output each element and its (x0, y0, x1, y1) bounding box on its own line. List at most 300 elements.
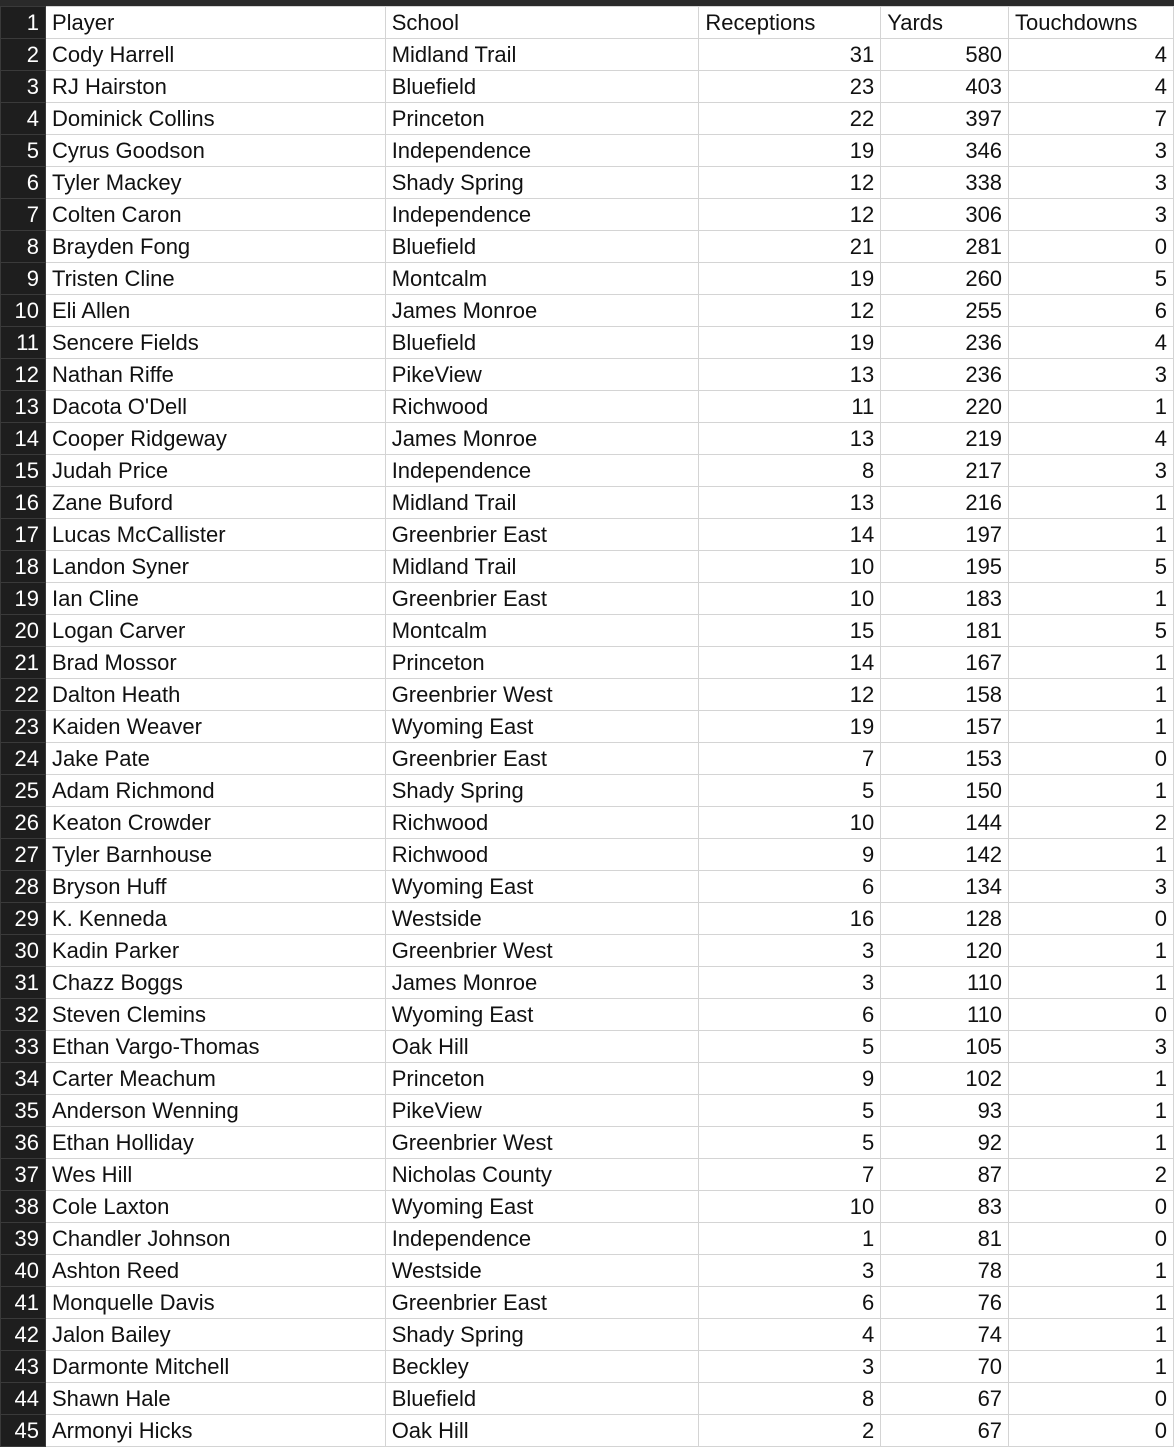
cell[interactable]: 7 (699, 743, 881, 775)
cell[interactable]: 1 (1009, 583, 1174, 615)
row-number[interactable]: 29 (1, 903, 46, 935)
cell[interactable]: 70 (881, 1351, 1009, 1383)
cell[interactable]: 8 (699, 1383, 881, 1415)
row-number[interactable]: 14 (1, 423, 46, 455)
cell[interactable]: Brayden Fong (45, 231, 385, 263)
cell[interactable]: 217 (881, 455, 1009, 487)
cell[interactable]: 4 (1009, 71, 1174, 103)
cell[interactable]: PikeView (385, 1095, 699, 1127)
cell[interactable]: 3 (699, 935, 881, 967)
cell[interactable]: 1 (1009, 1351, 1174, 1383)
row-number[interactable]: 25 (1, 775, 46, 807)
row-number[interactable]: 27 (1, 839, 46, 871)
cell[interactable]: Zane Buford (45, 487, 385, 519)
table-row (1, 999, 1174, 1031)
cell[interactable]: Ian Cline (45, 583, 385, 615)
cell[interactable]: Wes Hill (45, 1159, 385, 1191)
cell[interactable]: Dominick Collins (45, 103, 385, 135)
cell[interactable]: 67 (881, 1415, 1009, 1447)
cell[interactable]: 10 (699, 807, 881, 839)
cell[interactable]: Colten Caron (45, 199, 385, 231)
cell[interactable]: 12 (699, 295, 881, 327)
cell[interactable]: Greenbrier West (385, 1127, 699, 1159)
cell[interactable]: 3 (1009, 135, 1174, 167)
cell[interactable]: Nicholas County (385, 1159, 699, 1191)
cell[interactable]: 1 (1009, 839, 1174, 871)
header-cell[interactable]: Touchdowns (1009, 7, 1174, 39)
table-row (1, 1095, 1174, 1127)
row-number[interactable]: 40 (1, 1255, 46, 1287)
cell[interactable]: 3 (1009, 359, 1174, 391)
table-row (1, 519, 1174, 551)
cell[interactable]: Princeton (385, 647, 699, 679)
cell[interactable]: 74 (881, 1319, 1009, 1351)
cell[interactable]: 1 (1009, 647, 1174, 679)
row-number[interactable]: 3 (1, 71, 46, 103)
cell[interactable]: 236 (881, 359, 1009, 391)
cell[interactable]: Wyoming East (385, 871, 699, 903)
cell[interactable]: 13 (699, 359, 881, 391)
cell[interactable]: 110 (881, 967, 1009, 999)
cell[interactable]: 1 (1009, 1255, 1174, 1287)
cell[interactable]: PikeView (385, 359, 699, 391)
cell[interactable]: 128 (881, 903, 1009, 935)
cell[interactable]: Chandler Johnson (45, 1223, 385, 1255)
row-number[interactable]: 30 (1, 935, 46, 967)
table-row (1, 743, 1174, 775)
cell[interactable]: 216 (881, 487, 1009, 519)
cell[interactable]: 10 (699, 583, 881, 615)
cell[interactable]: 9 (699, 839, 881, 871)
cell[interactable]: Tyler Mackey (45, 167, 385, 199)
cell[interactable]: Greenbrier West (385, 935, 699, 967)
row-number[interactable]: 45 (1, 1415, 46, 1447)
cell[interactable]: 3 (699, 967, 881, 999)
cell[interactable]: 197 (881, 519, 1009, 551)
cell[interactable]: Shady Spring (385, 1319, 699, 1351)
header-row (1, 7, 1174, 39)
cell[interactable]: James Monroe (385, 295, 699, 327)
row-number[interactable]: 34 (1, 1063, 46, 1095)
row-number[interactable]: 35 (1, 1095, 46, 1127)
cell[interactable]: Wyoming East (385, 711, 699, 743)
cell[interactable]: 3 (1009, 167, 1174, 199)
cell[interactable]: 19 (699, 263, 881, 295)
row-number[interactable]: 12 (1, 359, 46, 391)
cell[interactable]: 3 (1009, 1031, 1174, 1063)
cell[interactable]: 0 (1009, 1383, 1174, 1415)
cell[interactable]: 157 (881, 711, 1009, 743)
table-row (1, 1319, 1174, 1351)
cell[interactable]: James Monroe (385, 423, 699, 455)
cell[interactable]: Greenbrier East (385, 519, 699, 551)
cell[interactable]: 6 (699, 999, 881, 1031)
cell[interactable]: Jake Pate (45, 743, 385, 775)
cell[interactable]: Cole Laxton (45, 1191, 385, 1223)
table-row (1, 1351, 1174, 1383)
cell[interactable]: 78 (881, 1255, 1009, 1287)
table-row (1, 679, 1174, 711)
cell[interactable]: 158 (881, 679, 1009, 711)
cell[interactable]: 1 (1009, 775, 1174, 807)
cell[interactable]: Greenbrier East (385, 583, 699, 615)
cell[interactable]: 0 (1009, 1223, 1174, 1255)
cell[interactable]: 10 (699, 551, 881, 583)
table-row (1, 1383, 1174, 1415)
cell[interactable]: RJ Hairston (45, 71, 385, 103)
cell[interactable]: 16 (699, 903, 881, 935)
row-number[interactable]: 43 (1, 1351, 46, 1383)
cell[interactable]: Tyler Barnhouse (45, 839, 385, 871)
cell[interactable]: Cyrus Goodson (45, 135, 385, 167)
cell[interactable]: 19 (699, 135, 881, 167)
cell[interactable]: Independence (385, 135, 699, 167)
cell[interactable]: 87 (881, 1159, 1009, 1191)
cell[interactable]: Landon Syner (45, 551, 385, 583)
cell[interactable]: 236 (881, 327, 1009, 359)
cell[interactable]: 1 (699, 1223, 881, 1255)
table-row (1, 583, 1174, 615)
cell[interactable]: Cooper Ridgeway (45, 423, 385, 455)
cell[interactable]: 1 (1009, 1063, 1174, 1095)
cell[interactable]: 4 (1009, 39, 1174, 71)
cell[interactable]: Ashton Reed (45, 1255, 385, 1287)
cell[interactable]: Adam Richmond (45, 775, 385, 807)
cell[interactable]: 31 (699, 39, 881, 71)
row-number[interactable]: 13 (1, 391, 46, 423)
table-row (1, 967, 1174, 999)
cell[interactable]: Wyoming East (385, 999, 699, 1031)
cell[interactable]: 5 (699, 775, 881, 807)
cell[interactable]: 93 (881, 1095, 1009, 1127)
cell[interactable]: Eli Allen (45, 295, 385, 327)
cell[interactable]: 0 (1009, 1415, 1174, 1447)
cell[interactable]: Judah Price (45, 455, 385, 487)
cell[interactable]: 23 (699, 71, 881, 103)
cell[interactable]: 1 (1009, 1127, 1174, 1159)
cell[interactable]: 181 (881, 615, 1009, 647)
cell[interactable]: 153 (881, 743, 1009, 775)
cell[interactable]: Midland Trail (385, 551, 699, 583)
row-number[interactable]: 7 (1, 199, 46, 231)
cell[interactable]: 2 (1009, 807, 1174, 839)
cell[interactable]: 281 (881, 231, 1009, 263)
cell[interactable]: James Monroe (385, 967, 699, 999)
cell[interactable]: 0 (1009, 1191, 1174, 1223)
cell[interactable]: 4 (1009, 423, 1174, 455)
row-number[interactable]: 20 (1, 615, 46, 647)
cell[interactable]: Monquelle Davis (45, 1287, 385, 1319)
row-number[interactable]: 6 (1, 167, 46, 199)
cell[interactable]: 14 (699, 519, 881, 551)
header-cell[interactable]: Receptions (699, 7, 881, 39)
table-row (1, 391, 1174, 423)
cell[interactable]: Independence (385, 199, 699, 231)
row-number[interactable]: 1 (1, 7, 46, 39)
header-cell[interactable]: School (385, 7, 699, 39)
cell[interactable]: 3 (1009, 871, 1174, 903)
cell[interactable]: 12 (699, 167, 881, 199)
cell[interactable]: 12 (699, 199, 881, 231)
cell[interactable]: 195 (881, 551, 1009, 583)
cell[interactable]: 5 (1009, 615, 1174, 647)
cell[interactable]: 1 (1009, 967, 1174, 999)
table-row (1, 1159, 1174, 1191)
cell[interactable]: 167 (881, 647, 1009, 679)
cell[interactable]: 3 (699, 1255, 881, 1287)
cell[interactable]: 15 (699, 615, 881, 647)
cell[interactable]: 110 (881, 999, 1009, 1031)
cell[interactable]: Princeton (385, 103, 699, 135)
row-number[interactable]: 16 (1, 487, 46, 519)
cell[interactable]: Oak Hill (385, 1031, 699, 1063)
cell[interactable]: 2 (699, 1415, 881, 1447)
cell[interactable]: Steven Clemins (45, 999, 385, 1031)
cell[interactable]: 6 (699, 1287, 881, 1319)
row-number[interactable]: 15 (1, 455, 46, 487)
cell[interactable]: Dacota O'Dell (45, 391, 385, 423)
cell[interactable]: Midland Trail (385, 39, 699, 71)
cell[interactable]: 1 (1009, 1095, 1174, 1127)
cell[interactable]: 76 (881, 1287, 1009, 1319)
cell[interactable]: 1 (1009, 1319, 1174, 1351)
cell[interactable]: 7 (1009, 103, 1174, 135)
cell[interactable]: 12 (699, 679, 881, 711)
cell[interactable]: 5 (1009, 263, 1174, 295)
cell[interactable]: Westside (385, 1255, 699, 1287)
cell[interactable]: 142 (881, 839, 1009, 871)
cell[interactable]: Montcalm (385, 615, 699, 647)
cell[interactable]: 102 (881, 1063, 1009, 1095)
row-number[interactable]: 11 (1, 327, 46, 359)
cell[interactable]: 21 (699, 231, 881, 263)
cell[interactable]: 306 (881, 199, 1009, 231)
cell[interactable]: Bluefield (385, 231, 699, 263)
cell[interactable]: 9 (699, 1063, 881, 1095)
cell[interactable]: Brad Mossor (45, 647, 385, 679)
cell[interactable]: Dalton Heath (45, 679, 385, 711)
row-number[interactable]: 44 (1, 1383, 46, 1415)
table-row (1, 167, 1174, 199)
row-number[interactable]: 21 (1, 647, 46, 679)
cell[interactable]: 5 (699, 1095, 881, 1127)
cell[interactable]: 92 (881, 1127, 1009, 1159)
cell[interactable]: 22 (699, 103, 881, 135)
cell[interactable]: 6 (699, 871, 881, 903)
row-number[interactable]: 5 (1, 135, 46, 167)
cell[interactable]: Cody Harrell (45, 39, 385, 71)
row-number[interactable]: 9 (1, 263, 46, 295)
cell[interactable]: 83 (881, 1191, 1009, 1223)
cell[interactable]: Keaton Crowder (45, 807, 385, 839)
cell[interactable]: 14 (699, 647, 881, 679)
cell[interactable]: 580 (881, 39, 1009, 71)
cell[interactable]: Tristen Cline (45, 263, 385, 295)
cell[interactable]: Nathan Riffe (45, 359, 385, 391)
cell[interactable]: Ethan Holliday (45, 1127, 385, 1159)
cell[interactable]: Independence (385, 455, 699, 487)
row-number[interactable]: 39 (1, 1223, 46, 1255)
table-row (1, 71, 1174, 103)
row-number[interactable]: 10 (1, 295, 46, 327)
cell[interactable]: 5 (1009, 551, 1174, 583)
cell[interactable]: Westside (385, 903, 699, 935)
cell[interactable]: 150 (881, 775, 1009, 807)
cell[interactable]: Anderson Wenning (45, 1095, 385, 1127)
cell[interactable]: 67 (881, 1383, 1009, 1415)
cell[interactable]: Montcalm (385, 263, 699, 295)
table-row (1, 1127, 1174, 1159)
cell[interactable]: 0 (1009, 999, 1174, 1031)
cell[interactable]: 397 (881, 103, 1009, 135)
cell[interactable]: Bluefield (385, 327, 699, 359)
table-row (1, 231, 1174, 263)
cell[interactable]: Princeton (385, 1063, 699, 1095)
row-number[interactable]: 31 (1, 967, 46, 999)
cell[interactable]: 5 (699, 1031, 881, 1063)
cell[interactable]: 4 (699, 1319, 881, 1351)
cell[interactable]: 7 (699, 1159, 881, 1191)
cell[interactable]: 3 (1009, 455, 1174, 487)
cell[interactable]: 1 (1009, 519, 1174, 551)
table-row (1, 359, 1174, 391)
table-row (1, 775, 1174, 807)
cell[interactable]: 0 (1009, 903, 1174, 935)
cell[interactable]: 1 (1009, 711, 1174, 743)
table-row (1, 935, 1174, 967)
cell[interactable]: Beckley (385, 1351, 699, 1383)
cell[interactable]: Carter Meachum (45, 1063, 385, 1095)
cell[interactable]: 1 (1009, 935, 1174, 967)
cell[interactable]: Greenbrier East (385, 743, 699, 775)
row-number[interactable]: 8 (1, 231, 46, 263)
table-row (1, 903, 1174, 935)
cell[interactable]: Shady Spring (385, 167, 699, 199)
row-number[interactable]: 37 (1, 1159, 46, 1191)
cell[interactable]: 6 (1009, 295, 1174, 327)
cell[interactable]: 4 (1009, 327, 1174, 359)
cell[interactable]: 120 (881, 935, 1009, 967)
cell[interactable]: Darmonte Mitchell (45, 1351, 385, 1383)
cell[interactable]: 19 (699, 711, 881, 743)
cell[interactable]: 8 (699, 455, 881, 487)
cell[interactable]: Richwood (385, 807, 699, 839)
header-cell[interactable]: Yards (881, 7, 1009, 39)
row-number[interactable]: 24 (1, 743, 46, 775)
cell[interactable]: 1 (1009, 679, 1174, 711)
cell[interactable]: 403 (881, 71, 1009, 103)
table-row (1, 487, 1174, 519)
table-row (1, 103, 1174, 135)
cell[interactable]: Independence (385, 1223, 699, 1255)
cell[interactable]: 144 (881, 807, 1009, 839)
cell[interactable]: Richwood (385, 391, 699, 423)
cell[interactable]: 255 (881, 295, 1009, 327)
cell[interactable]: Sencere Fields (45, 327, 385, 359)
cell[interactable]: 11 (699, 391, 881, 423)
row-number[interactable]: 2 (1, 39, 46, 71)
table-row (1, 1287, 1174, 1319)
header-cell[interactable]: Player (45, 7, 385, 39)
table-row (1, 1191, 1174, 1223)
row-number[interactable]: 42 (1, 1319, 46, 1351)
row-number[interactable]: 18 (1, 551, 46, 583)
table-row (1, 1063, 1174, 1095)
cell[interactable]: Bluefield (385, 71, 699, 103)
row-number[interactable]: 28 (1, 871, 46, 903)
cell[interactable]: 0 (1009, 743, 1174, 775)
cell[interactable]: Oak Hill (385, 1415, 699, 1447)
cell[interactable]: Richwood (385, 839, 699, 871)
cell[interactable]: Kadin Parker (45, 935, 385, 967)
cell[interactable]: Midland Trail (385, 487, 699, 519)
cell[interactable]: 81 (881, 1223, 1009, 1255)
cell[interactable]: 0 (1009, 231, 1174, 263)
row-number[interactable]: 36 (1, 1127, 46, 1159)
table-row (1, 647, 1174, 679)
cell[interactable]: 13 (699, 423, 881, 455)
row-number[interactable]: 32 (1, 999, 46, 1031)
row-number[interactable]: 4 (1, 103, 46, 135)
row-number[interactable]: 17 (1, 519, 46, 551)
cell[interactable]: 1 (1009, 391, 1174, 423)
cell[interactable]: Bluefield (385, 1383, 699, 1415)
cell[interactable]: Lucas McCallister (45, 519, 385, 551)
cell[interactable]: 219 (881, 423, 1009, 455)
cell[interactable]: 1 (1009, 1287, 1174, 1319)
cell[interactable]: Shawn Hale (45, 1383, 385, 1415)
cell[interactable]: 10 (699, 1191, 881, 1223)
row-number[interactable]: 33 (1, 1031, 46, 1063)
table-row (1, 455, 1174, 487)
cell[interactable]: Greenbrier West (385, 679, 699, 711)
cell[interactable]: Wyoming East (385, 1191, 699, 1223)
cell[interactable]: 260 (881, 263, 1009, 295)
table-row (1, 39, 1174, 71)
cell[interactable]: Shady Spring (385, 775, 699, 807)
cell[interactable]: 346 (881, 135, 1009, 167)
cell[interactable]: Bryson Huff (45, 871, 385, 903)
cell[interactable]: 5 (699, 1127, 881, 1159)
cell[interactable]: 105 (881, 1031, 1009, 1063)
cell[interactable]: Greenbrier East (385, 1287, 699, 1319)
cell[interactable]: 13 (699, 487, 881, 519)
cell[interactable]: 134 (881, 871, 1009, 903)
row-number[interactable]: 19 (1, 583, 46, 615)
cell[interactable]: Jalon Bailey (45, 1319, 385, 1351)
row-number[interactable]: 38 (1, 1191, 46, 1223)
row-number[interactable]: 41 (1, 1287, 46, 1319)
cell[interactable]: 19 (699, 327, 881, 359)
cell[interactable]: 1 (1009, 487, 1174, 519)
cell[interactable]: 220 (881, 391, 1009, 423)
cell[interactable]: Kaiden Weaver (45, 711, 385, 743)
row-number[interactable]: 22 (1, 679, 46, 711)
table-row (1, 1415, 1174, 1447)
cell[interactable]: Logan Carver (45, 615, 385, 647)
cell[interactable]: Armonyi Hicks (45, 1415, 385, 1447)
cell[interactable]: 2 (1009, 1159, 1174, 1191)
cell[interactable]: 3 (699, 1351, 881, 1383)
cell[interactable]: K. Kenneda (45, 903, 385, 935)
cell[interactable]: Ethan Vargo-Thomas (45, 1031, 385, 1063)
cell[interactable]: 3 (1009, 199, 1174, 231)
cell[interactable]: 338 (881, 167, 1009, 199)
cell[interactable]: Chazz Boggs (45, 967, 385, 999)
row-number[interactable]: 23 (1, 711, 46, 743)
cell[interactable]: 183 (881, 583, 1009, 615)
row-number[interactable]: 26 (1, 807, 46, 839)
